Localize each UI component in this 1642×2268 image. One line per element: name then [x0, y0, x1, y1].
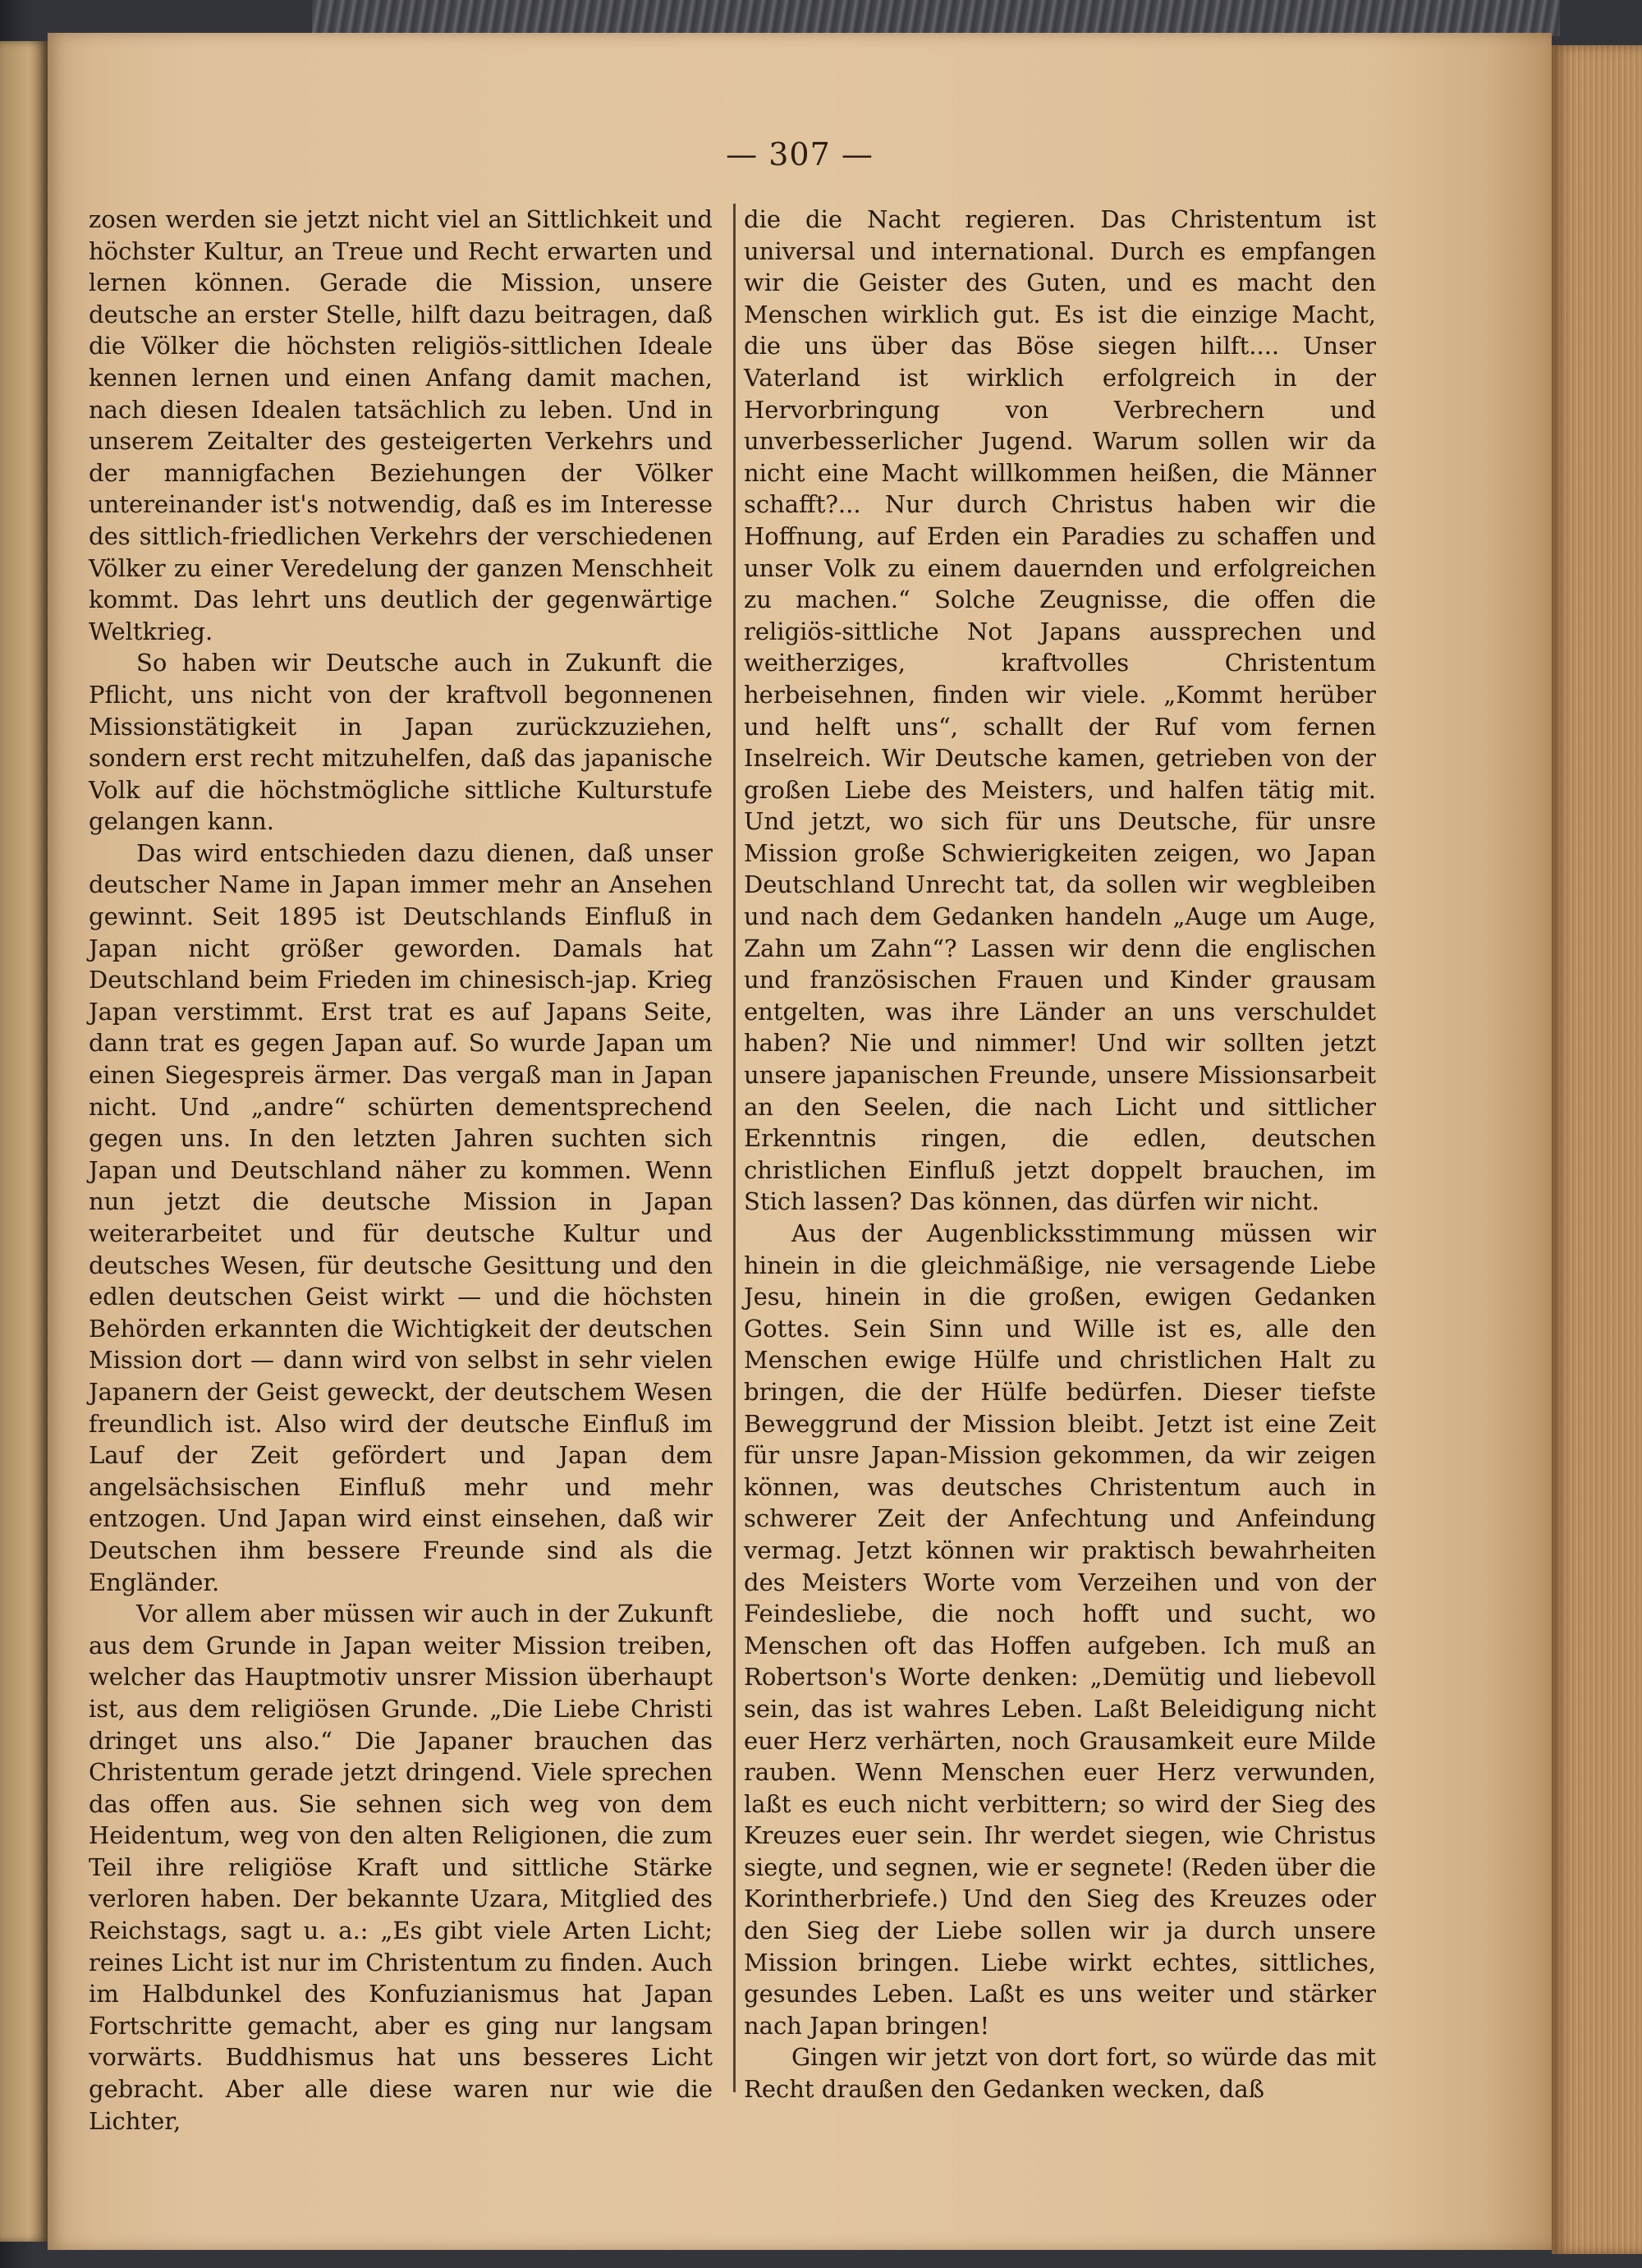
- paragraph: zosen werden sie jetzt nicht viel an Sittlichkeit und höchster Kultur, an Treue und Recht erwarten und lernen können. Gerade die Mission, unsere deutsche an erster Stelle, hilft dazu beitragen, daß die Völker die höchsten religiös-sittlichen Ideale kennen lernen und einen Anfang damit machen, nach diesen Idealen tatsächlich zu leben. Und in unserem Zeitalter des gesteigerten Verkehrs und der mannigfachen Beziehungen der Völker untereinander ist's notwendig, daß es im Interesse des sittlich-friedlichen Verkehrs der verschiedenen Völker zu einer Veredelung der ganzen Menschheit kommt. Das lehrt uns deutlich der gegenwärtige Weltkrieg.: [89, 205, 713, 645]
- previous-page-edge: [0, 41, 48, 2242]
- column-divider: [733, 204, 736, 2092]
- paragraph: die die Nacht regieren. Das Christentum ist universal und international. Durch es empfangen wir die Geister des Guten, und es macht den Menschen wirklich gut. Es ist die einzige Macht, die uns über das Böse siegen hilft.... Unser Vaterland ist wirklich erfolgreich in der Hervorbringung von Verbrechern und unverbesserlicher Jugend. Warum sollen wir da nicht eine Macht willkommen heißen, die Männer schafft?... Nur durch Christus haben wir die Hoffnung, auf Erden ein Paradies zu schaffen und unser Volk zu einem dauernden und erfolgreichen zu machen.“ Solche Zeugnisse, die offen die religiös-sittliche Not Japans aussprechen und weitherziges, kraftvolles Christentum herbeisehnen, finden wir viele. „Kommt herüber und helft uns“, schallt der Ruf vom fernen Inselreich. Wir Deutsche kamen, getrieben von der großen Liebe des Meisters, und halfen tätig mit. Und jetzt, wo sich für uns Deutsche, für unsre Mission große Schwierigkeiten zeigen, wo Japan Deutschland Unrecht tat, da sollen wir wegbleiben und nach dem Gedanken handeln „Auge um Auge, Zahn um Zahn“? Lassen wir denn die englischen und französischen Frauen und Kinder grausam entgelten, was ihre Länder an uns verschuldet haben? Nie und nimmer! Und wir sollten jetzt unsere japanischen Freunde, unsere Missionsarbeit an den Seelen, die nach Licht und sittlicher Erkenntnis ringen, die edlen, deutschen christlichen Einfluß jetzt doppelt brauchen, im Stich lassen? Das können, das dürfen wir nicht.: [744, 205, 1376, 1216]
- page-number: — 307 —: [726, 136, 874, 172]
- paragraph: Vor allem aber müssen wir auch in der Zukunft aus dem Grunde in Japan weiter Mission treiben, welcher das Hauptmotiv unsrer Mission überhaupt ist, aus dem religiösen Grunde. „Die Liebe Christi dringet uns also.“ Die Japaner brauchen das Christentum gerade jetzt dringend. Viele sprechen das offen aus. Sie sehnen sich weg von dem Heidentum, weg von den alten Religionen, die zum Teil ihre religiöse Kraft und sittliche Stärke verloren haben. Der bekannte Uzara, Mitglied des Reichstags, sagt u. a.: „Es gibt viele Arten Licht; reines Licht ist nur im Christentum zu finden. Auch im Halbdunkel des Konfuzianismus hat Japan Fortschritte gemacht, aber es ging nur langsam vorwärts. Buddhismus hat uns besseres Licht gebracht. Aber alle diese waren nur wie die Lichter,: [89, 1600, 713, 2135]
- paragraph: Gingen wir jetzt von dort fort, so würde das mit Recht draußen den Gedanken wecken, daß: [744, 2043, 1376, 2104]
- binding-strip: [312, 0, 1560, 36]
- right-text-column: [744, 204, 1376, 2105]
- left-text-column: [89, 204, 713, 2137]
- paragraph: So haben wir Deutsche auch in Zukunft die Pflicht, uns nicht von der kraftvoll begonnenen Missionstätigkeit in Japan zurückzuziehen, sondern erst recht mitzuhelfen, daß das japanische Volk auf die höchstmögliche sittliche Kulturstufe gelangen kann.: [89, 649, 713, 836]
- paragraph: Aus der Augenblicksstimmung müssen wir hinein in die gleichmäßige, nie versagende Liebe Jesu, hinein in die großen, ewigen Gedanken Gottes. Sein Sinn und Wille ist es, alle den Menschen ewige Hülfe und christlichen Halt zu bringen, die der Hülfe bedürfen. Dieser tiefste Beweggrund der Mission bleibt. Jetzt ist eine Zeit für unsre Japan-Mission gekommen, da wir zeigen können, was deutsches Christentum auch in schwerer Zeit der Anfechtung und Anfeindung vermag. Jetzt können wir praktisch bewahrheiten des Meisters Worte vom Verzeihen und von der Feindesliebe, die noch hofft und sucht, wo Menschen oft das Hoffen aufgeben. Ich muß an Robertson's Worte denken: „Demütig und liebevoll sein, das ist wahres Leben. Laßt Beleidigung nicht euer Herz verhärten, noch Grausamkeit eure Milde rauben. Wenn Menschen euer Herz verwunden, laßt es euch nicht verbittern; so wird der Sieg des Kreuzes euer sein. Ihr werdet siegen, wie Christus siegte, und segnen, wie er segnete! (Reden über die Korintherbriefe.) Und den Sieg des Kreuzes oder den Sieg der Liebe sollen wir ja durch unsere Mission bringen. Liebe wirkt echtes, sittliches, gesundes Leben. Laßt es uns weiter und stärker nach Japan bringen!: [744, 1219, 1376, 2040]
- page-stack-edge: [1552, 45, 1642, 2254]
- paragraph: Das wird entschieden dazu dienen, daß unser deutscher Name in Japan immer mehr an Ansehen gewinnt. Seit 1895 ist Deutschlands Einfluß in Japan nicht größer geworden. Damals hat Deutschland beim Frieden im chinesisch-jap. Krieg Japan verstimmt. Erst trat es auf Japans Seite, dann trat es gegen Japan auf. So wurde Japan um einen Siegespreis ärmer. Das vergaß man in Japan nicht. Und „andre“ schürten dementsprechend gegen uns. In den letzten Jahren suchten sich Japan und Deutschland näher zu kommen. Wenn nun jetzt die deutsche Mission in Japan weiterarbeitet und für deutsche Kultur und deutsches Wesen, für deutsche Gesittung und den edlen deutschen Geist wirkt — und die höchsten Behörden erkannten die Wichtigkeit der deutschen Mission dort — dann wird von selbst in sehr vielen Japanern der Geist geweckt, der deutschem Wesen freundlich ist. Also wird der deutsche Einfluß im Lauf der Zeit gefördert und Japan dem angelsächsischen Einfluß mehr und mehr entzogen. Und Japan wird einst einsehen, daß wir Deutschen ihm bessere Freunde sind als die Engländer.: [89, 838, 713, 1596]
